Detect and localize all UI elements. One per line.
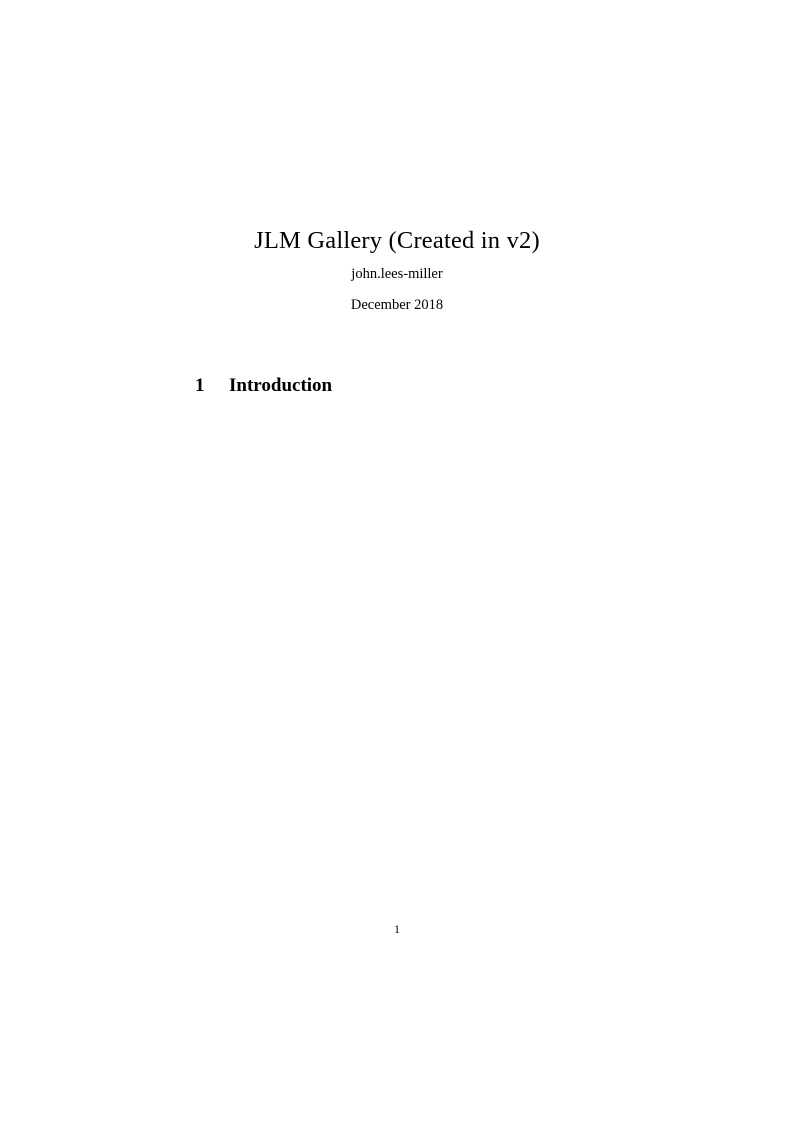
document-date: December 2018 — [350, 297, 444, 313]
section-number: 1 — [195, 374, 205, 396]
page-number: 1 — [394, 924, 400, 936]
document-author: john.lees-miller — [351, 266, 443, 282]
section-title: Introduction — [229, 374, 333, 396]
page-title: JLM Gallery (Created in v2) — [254, 227, 540, 255]
section-heading-introduction — [176, 350, 676, 421]
